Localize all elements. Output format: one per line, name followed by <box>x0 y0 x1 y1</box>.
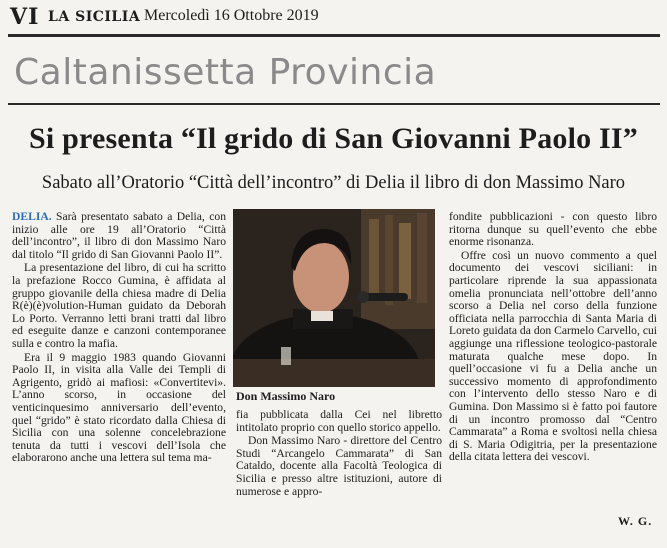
paragraph <box>12 211 226 261</box>
newspaper-name: LA SICILIA <box>48 9 141 25</box>
portrait-image <box>233 209 435 387</box>
article-photo <box>233 209 435 387</box>
article-column-2 <box>236 409 442 499</box>
article-subheadline: Sabato all’Oratorio “Città dell’incontro” di Delia il libro di don Massimo Naro <box>41 173 626 193</box>
author-signature: W. G. <box>618 514 653 528</box>
dateline: DELIA. <box>12 210 52 223</box>
page-number: VI <box>10 4 40 30</box>
section-rule <box>8 103 660 105</box>
paragraph: Don Massimo Naro - direttore del Centro Studi “Arcangelo Cammarata” di San Cataldo, docente alla Facoltà Teologica di Sicilia e presso altre istituzioni, autore di numerose e appro- <box>236 434 442 498</box>
article-headline: Si presenta “Il grido di San Giovanni Paolo II” <box>29 122 638 155</box>
article-column-1 <box>12 211 226 466</box>
paragraph: Era il 9 maggio 1983 quando Giovanni Paolo II, in visita alla Valle dei Templi di Agrigento, gridò ai mafiosi: «Convertitevi». L’anno scorso, in occasione del venticinquesimo anniversario dell’evento, quel “grido” è stato ricordato dalla Chiesa di Sicilia con una solenne concelebrazione tenuta da tutti i vescovi dell’Isola che elaborarono anche una lettera sul tema ma- <box>12 350 226 465</box>
paragraph-text: Sarà presentato sabato a Delia, con inizio alle ore 19 all’Oratorio “Città dell’incontro”, il libro di don Massimo Naro dal titolo “Il grido di San Giovanni Paolo II”. <box>12 210 226 261</box>
paragraph: Offre così un nuovo commento a quel documento dei vescovi siciliani: in particolare riprende la sua appassionata omelia pronunciata nell’ottobre dell’anno scorso a Delia nel corso della funzione officiata nella parrocchia di Santa Maria di Loreto guidata da don Carmelo Carvello, cui aggiunge una riflessione teologico-pastorale maturata qualche mese dopo. In quell’occasione vi fu a Delia anche un successivo momento di approfondimento con l’intervento dello stesso Naro e di Gumina. Don Massimo si è fatto poi fautore di un incontro promosso dal “Centro Cammarata” a Roma e svoltosi nella chiesa di S. Maria Odigitria, per la presentazione della citata lettera dei vescovi. <box>449 248 657 464</box>
paragraph: La presentazione del libro, di cui ha scritto la prefazione Rocco Gumina, è affidata al gruppo giovanile della chiesa madre di Delia R(è)(è)volution-Human guidato da Deborah Lo Porto. Verranno letti brani tratti dal libro ed eseguite danze e canzoni contemporanee sulla e contro la mafia. <box>12 261 226 350</box>
photo-caption: Don Massimo Naro <box>236 389 336 403</box>
section-title: Caltanissetta Provincia <box>14 52 437 93</box>
paragraph: fondite pubblicazioni - con questo libro ritorna dunque su quell’evento che ebbe enorme risonanza. <box>449 210 657 249</box>
article-column-3 <box>449 211 657 465</box>
header-rule <box>8 34 660 37</box>
paragraph: fia pubblicata dalla Cei nel libretto intitolato proprio con quello storico appello. <box>236 408 442 434</box>
issue-date: Mercoledì 16 Ottobre 2019 <box>144 7 319 24</box>
